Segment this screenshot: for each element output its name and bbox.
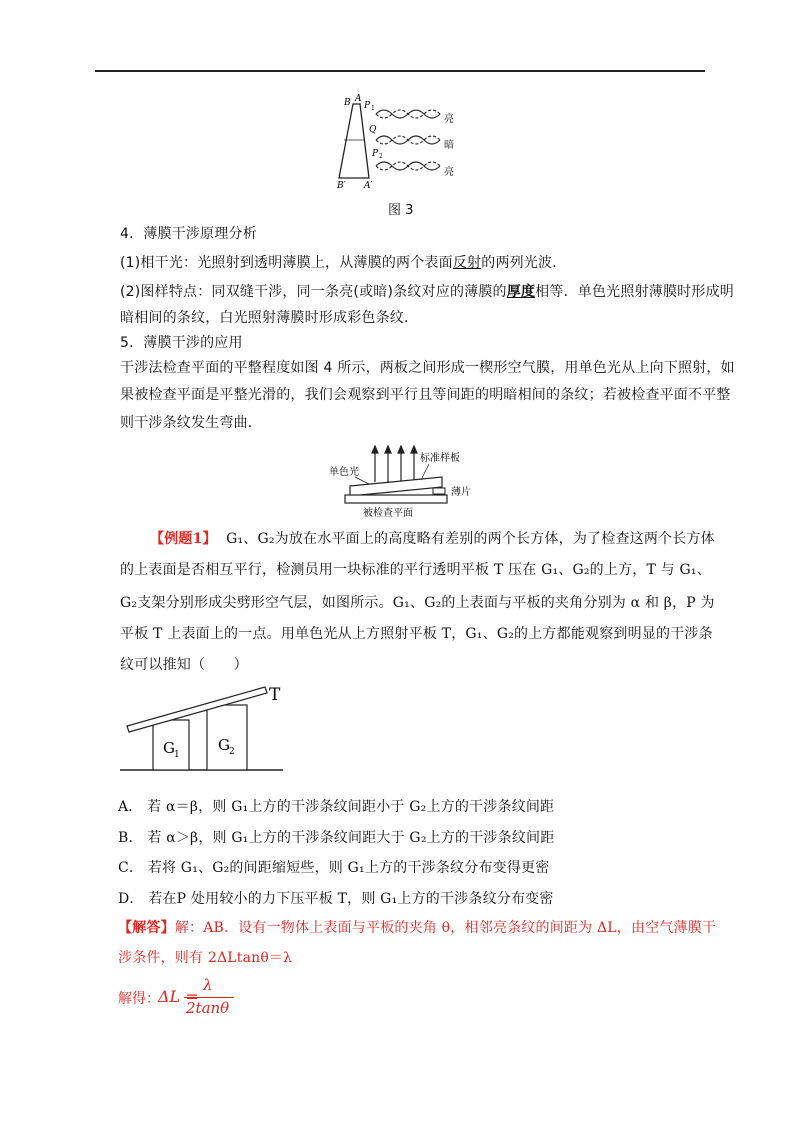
underline-reflection: 反射: [452, 255, 482, 271]
example-line-5: 纹可以推知（ ）: [120, 657, 248, 673]
answer-tag: 【解答】: [118, 920, 175, 936]
option-d[interactable]: D． 若在P 处用较小的力下压平板 T，则 G₁上方的干涉条纹分布变密: [118, 891, 554, 907]
option-c[interactable]: C． 若将 G₁、G₂的间距缩短些，则 G₁上方的干涉条纹分布变得更密: [118, 860, 550, 876]
formula-denominator: 2tanθ: [186, 999, 230, 1017]
standard-plate: [350, 477, 442, 496]
label-dark: 暗: [444, 140, 454, 151]
label-P1: P: [364, 101, 371, 111]
formula-lhs: ΔL =: [158, 987, 199, 1006]
example-line-3: G₂支架分别形成尖劈形空气层，如图所示。G₁、G₂的上表面与平板的夹角分别为 α 和 β，P 为: [120, 595, 715, 611]
option-b[interactable]: B． 若 α＞β，则 G₁上方的干涉条纹间距大于 G₂上方的干涉条纹间距: [118, 830, 555, 846]
label-A: A: [355, 94, 362, 104]
label-T: T: [269, 685, 281, 705]
example-line-4: 平板 T 上表面上的一点。用单色光从上方照射平板 T，G₁、G₂的上方都能观察到明显的干涉条: [120, 626, 713, 642]
label-P2: P: [372, 149, 379, 159]
wave-top-dashed: [376, 110, 440, 118]
answer-line-2: 涉条件，则有 2ΔLtanθ＝λ: [118, 950, 293, 966]
section-4-item-2: (2)图样特点：同双缝干涉，同一条亮(或暗)条纹对应的薄膜的厚度相等．单色光照射薄膜时形成明: [120, 284, 734, 300]
section-5-line-1: 干涉法检查平面的平整程度如图 4 所示，两板之间形成一楔形空气膜，用单色光从上向下照射，如: [120, 360, 735, 376]
label-P2-sub: 2: [379, 153, 383, 160]
test-plane: [345, 495, 447, 503]
section-4-item-2-cont: 暗相间的条纹，白光照射薄膜时形成彩色条纹．: [120, 310, 419, 326]
label-P1-sub: 1: [371, 105, 375, 112]
example-tag: 【例题1】: [150, 531, 217, 547]
label-sheet: 薄片: [451, 487, 471, 498]
label-monochrome: 单色光: [329, 467, 359, 478]
section-4-item-1: (1)相干光：光照射到透明薄膜上，从薄膜的两个表面反射的两列光波．: [120, 255, 567, 271]
option-a[interactable]: A． 若 α＝β，则 G₁上方的干涉条纹间距小于 G₂上方的干涉条纹间距: [118, 799, 555, 815]
label-G2-sub: 2: [229, 747, 235, 757]
figure-4-diagram: [325, 442, 495, 518]
wave-bot-dashed: [376, 162, 440, 170]
section-4-heading: 4．薄膜干涉原理分析: [120, 226, 257, 242]
fraction-bar: [184, 997, 234, 998]
label-B: B: [344, 98, 351, 108]
example-line-1: 【例题1】 G₁、G₂为放在水平面上的高度略有差别的两个长方体，为了检查这两个长方体: [150, 531, 715, 547]
section-5-line-2: 果被检查平面是平整光滑的，我们会观察到平行且等间距的明暗相间的条纹；若被检查平面不平整: [120, 387, 731, 403]
wedge-shape: [339, 104, 369, 178]
underline-thickness: 厚度: [506, 284, 536, 300]
label-A-prime: A′: [364, 181, 373, 191]
figure-3-diagram: [330, 92, 470, 192]
label-bright-2: 亮: [444, 167, 454, 178]
example-line-2: 的上表面是否相互平行，检测员用一块标准的平行透明平板 T 压在 G₁、G₂的上方，T 与 G₁、: [120, 562, 711, 578]
answer-solve-label: 解得：: [118, 991, 160, 1007]
label-plane: 被检查平面: [363, 508, 413, 518]
label-G1-sub: 1: [174, 750, 180, 760]
formula-numerator: λ: [203, 976, 213, 994]
wave-mid-dashed: [376, 136, 440, 144]
label-B-prime: B′: [337, 181, 346, 191]
section-5-heading: 5．薄膜干涉的应用: [120, 335, 243, 351]
section-5-line-3: 则干涉条纹发生弯曲．: [120, 415, 262, 431]
label-G2: G: [218, 736, 230, 754]
label-sample: 标准样板: [420, 453, 460, 464]
figure-3-caption: 图 3: [388, 203, 414, 218]
answer-line-1: 【解答】解：AB．设有一物体上表面与平板的夹角 θ，相邻亮条纹的间距为 ΔL，由空气薄膜干: [118, 920, 717, 936]
thin-sheet: [433, 488, 445, 494]
header-rule: [95, 70, 705, 72]
label-bright-1: 亮: [444, 114, 454, 125]
label-Q: Q: [369, 125, 377, 135]
figure-g1-g2: [115, 678, 295, 778]
label-G1: G: [163, 739, 175, 757]
